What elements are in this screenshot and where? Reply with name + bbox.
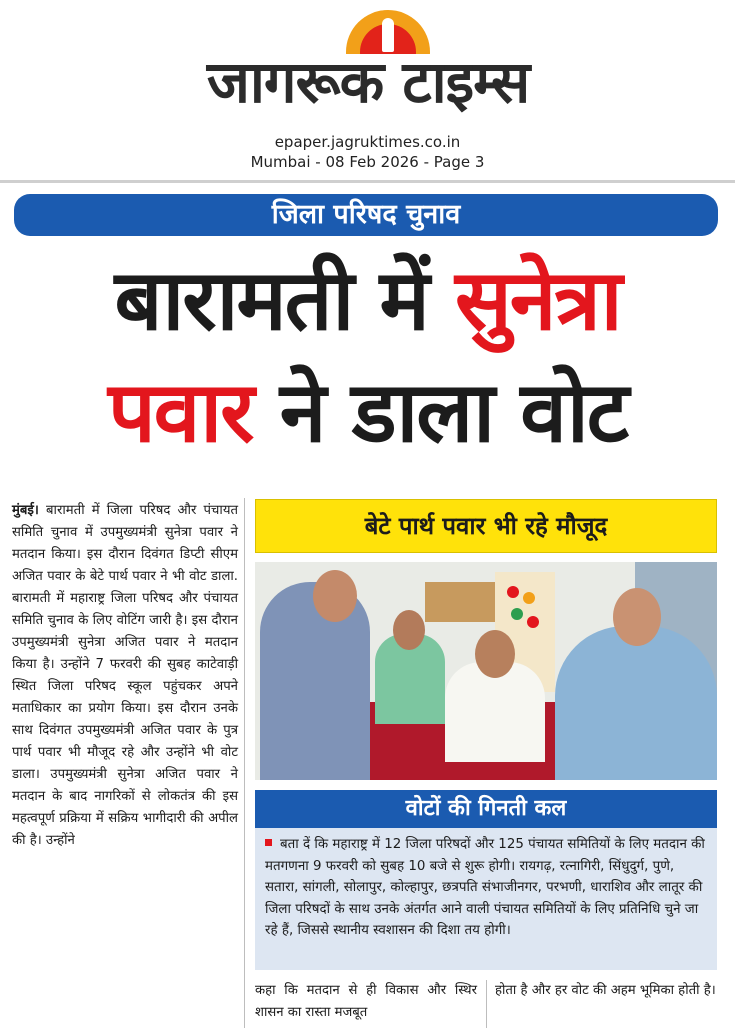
headline <box>8 244 727 468</box>
news-photo <box>255 562 717 780</box>
continuation-col-b: होता है और हर वोट की अहम भूमिका होती है। <box>495 983 716 998</box>
headline-red-2: पवार <box>107 363 253 461</box>
headline-line-1 <box>8 244 727 356</box>
headline-red-1: सुनेत्रा <box>454 251 621 349</box>
site-url[interactable]: epaper.jagruktimes.co.in <box>274 133 461 151</box>
column-divider-2 <box>486 980 487 1028</box>
info-box-title: वोटों की गिनती कल <box>255 790 717 828</box>
edition-date-page: Mumbai - 08 Feb 2026 - Page 3 <box>250 153 485 171</box>
continuation-col-a: कहा कि मतदान से ही विकास और स्थिर शासन का रास्ता मजबूत <box>255 983 477 1020</box>
column-divider <box>244 498 245 1028</box>
logo-text: जागरूक टाइम्स <box>206 48 530 116</box>
kicker-label: जिला परिषद चुनाव <box>14 194 718 236</box>
dateline: मुंबई। <box>12 503 39 518</box>
headline-black-2: ने डाला वोट <box>279 363 628 461</box>
headline-line-2 <box>8 356 727 468</box>
headline-black-1: बारामती में <box>114 251 428 349</box>
edition-info <box>0 132 735 172</box>
info-box-text: बता दें कि महाराष्ट्र में 12 जिला परिषदों और 125 पंचायत समितियों के लिए मतदान की मतगणना 9 फरवरी को सुबह 10 बजे से शुरू होगी। रायगढ़, रत्नागिरी, सिंधुदुर्ग, पुणे, सतारा, सांगली, सोलापुर, कोल्हापुर, छत्रपति संभाजीनगर, परभणी, धाराशिव और लातूर की जिला परिषदों के साथ उनके अंतर्गत आने वाली पंचायत समितियों के लिए प्रतिनिधि चुने जा रहे हैं, जिससे स्थानीय स्वशासन की दिशा तय होगी। <box>265 837 705 938</box>
bullet-square-icon <box>265 839 272 846</box>
subheadline: बेटे पार्थ पवार भी रहे मौजूद <box>255 499 717 553</box>
divider <box>0 180 735 183</box>
newspaper-logo[interactable] <box>178 8 558 118</box>
info-box <box>255 828 717 970</box>
article-page <box>8 186 727 1035</box>
masthead <box>0 0 735 178</box>
body-text: बारामती में जिला परिषद और पंचायत समिति चुनाव में उपमुख्यमंत्री सुनेत्रा पवार ने मतदान किया। इस दौरान दिवंगत डिप्टी सीएम अजित पवार के बेटे पार्थ पवार ने भी वोट डाला. बारामती में महाराष्ट्र जिला परिषद और पंचायत समिति चुनाव के लिए वोटिंग जारी है। इस दौरान उपमुख्यमंत्री सुनेत्रा अजित पवार ने मतदान किया है। उन्होंने 7 फरवरी की सुबह काटेवाड़ी स्थित जिला परिषद स्कूल पहुंचकर अपने मताधिकार का प्रयोग किया। इस दौरान उनके साथ दिवंगत उपमुख्यमंत्री अजित पवार के पुत्र पार्थ पवार भी मौजूद रहे और उन्होंने भी वोट डाला। उपमुख्यमंत्री सुनेत्रा अजित पवार ने मतदान के बाद नागरिकों से लोकतंत्र की इस महत्वपूर्ण प्रक्रिया में सक्रिय भागीदारी की अपील की है। उन्होंने <box>12 503 238 848</box>
article-body <box>12 500 238 852</box>
